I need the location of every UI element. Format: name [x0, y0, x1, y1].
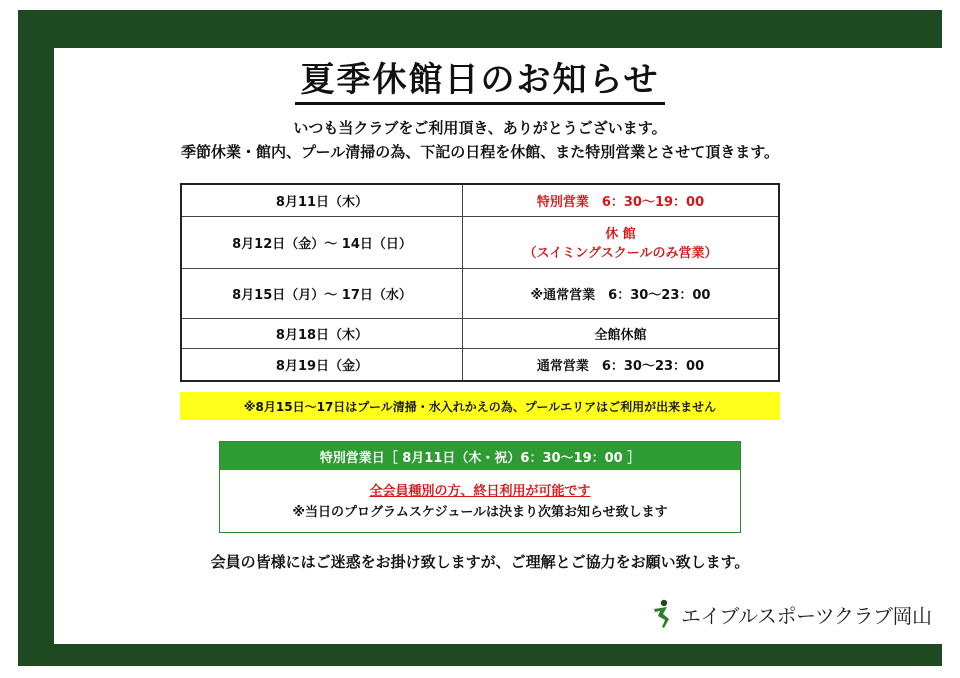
pool-cleaning-notice: ※8月15日～17日はプール清掃・水入れかえの為、プールエリアはご利用が出来ません: [180, 392, 780, 420]
schedule-status-line: （スイミングスクールのみ営業）: [523, 246, 718, 261]
schedule-row: [181, 216, 779, 268]
intro-line-2: 季節休業・館内、プール清掃の為、下記の日程を休館、また特別営業とさせて頂きます。: [180, 143, 780, 161]
schedule-date: 8月18日（木）: [181, 318, 463, 348]
club-logo-text: エイブルスポーツクラブ岡山: [681, 603, 932, 628]
schedule-status: 全館休館: [463, 318, 780, 348]
page-title: 夏季休館日のお知らせ: [295, 60, 666, 105]
schedule-status-line: 休 館: [605, 227, 636, 242]
club-logo: [651, 598, 932, 630]
schedule-date: 8月19日（金）: [181, 348, 463, 381]
runner-logo-icon: [651, 599, 673, 629]
schedule-status: ※通常営業 6：30〜23：00: [463, 268, 780, 318]
closing-message: 会員の皆様にはご迷惑をお掛け致しますが、ご理解とご協力をお願い致します。: [210, 553, 750, 571]
special-business-box: [219, 441, 741, 533]
schedule-date: 8月11日（木）: [181, 184, 463, 216]
special-business-line-1: 全会員種別の方、終日利用が可能です: [369, 484, 591, 499]
schedule-date: 8月12日（金）～ 14日（日）: [181, 216, 463, 268]
schedule-status: 通常営業 6：30〜23：00: [463, 348, 780, 381]
schedule-status: [463, 216, 780, 268]
intro-line-1: いつも当クラブをご利用頂き、ありがとうございます。: [293, 119, 667, 137]
schedule-status: 特別営業 6：30〜19：00: [463, 184, 780, 216]
schedule-row: [181, 348, 779, 381]
page-title-wrap: [0, 52, 960, 101]
schedule-table: [180, 183, 780, 382]
special-business-header: 特別営業日［ 8月11日（木・祝）6：30〜19：00 ］: [220, 442, 740, 470]
schedule-row: [181, 268, 779, 318]
schedule-row: [181, 318, 779, 348]
special-business-line-2: ※当日のプログラムスケジュールは決まり次第お知らせ致します: [292, 505, 668, 520]
schedule-date: 8月15日（月）～ 17日（水）: [181, 268, 463, 318]
schedule-row: [181, 184, 779, 216]
